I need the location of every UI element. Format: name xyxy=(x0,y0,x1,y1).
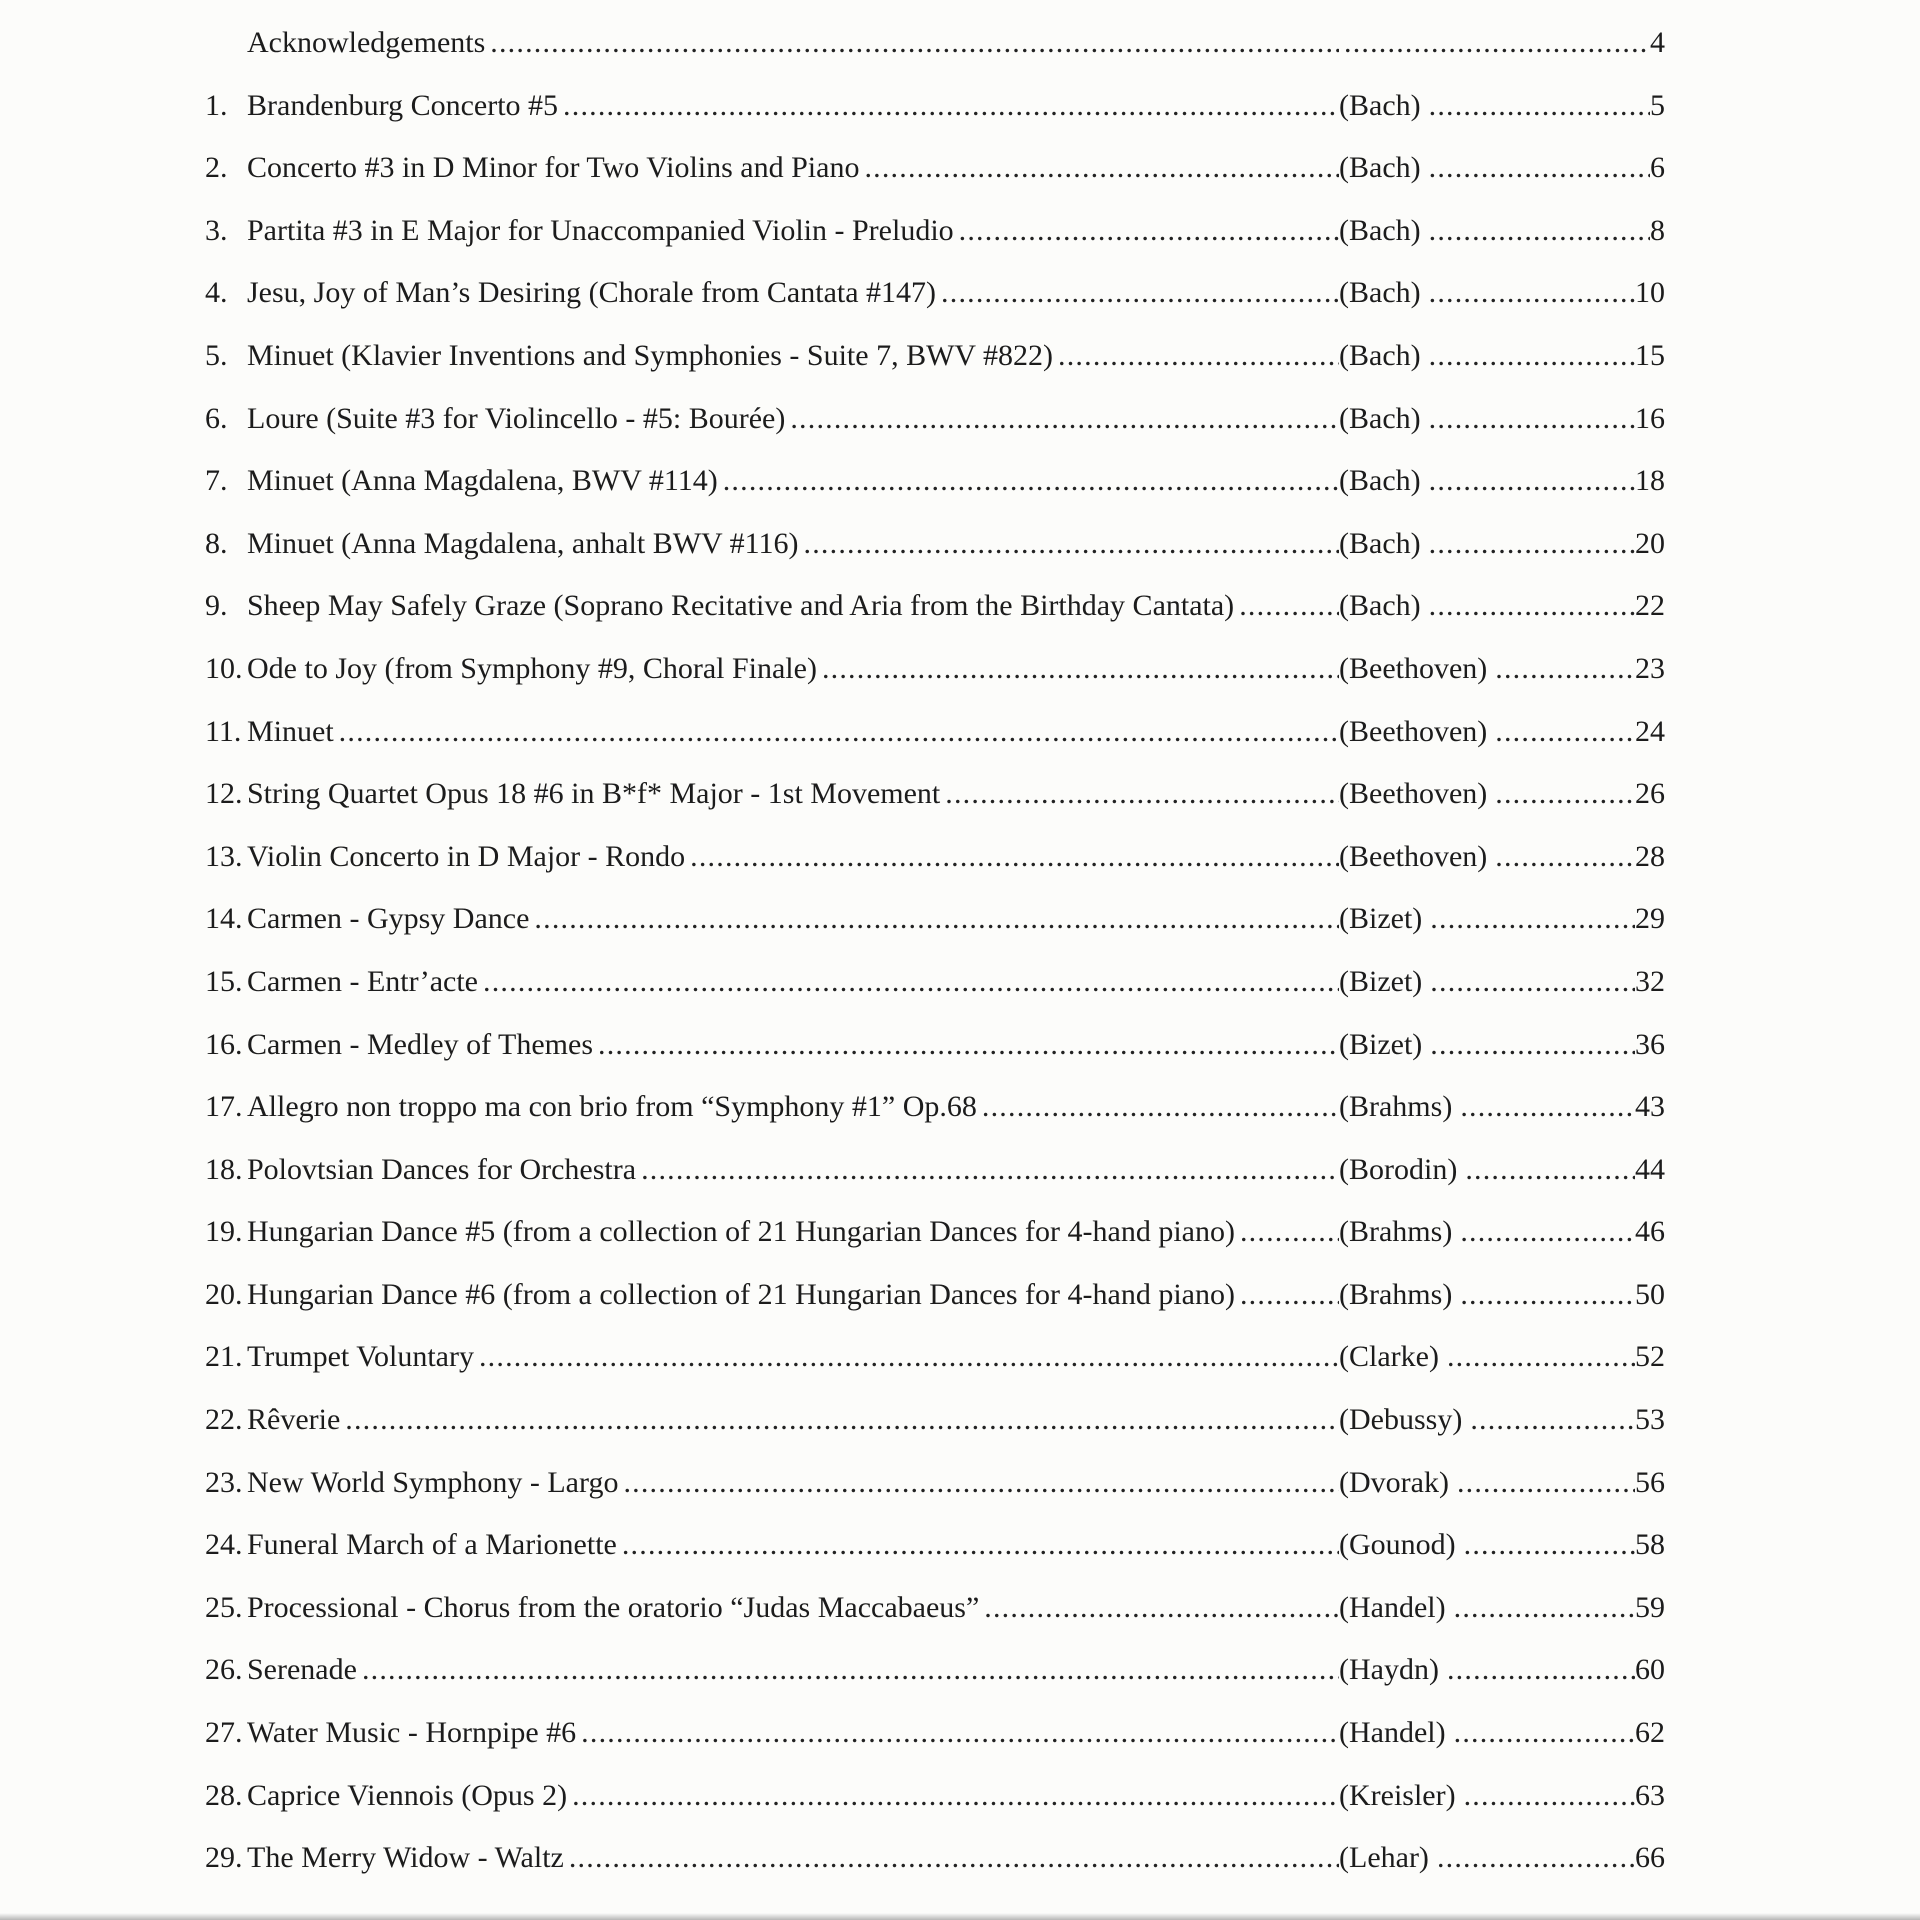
dot-leader xyxy=(1424,325,1635,388)
toc-row xyxy=(205,1389,1665,1452)
dot-leader xyxy=(618,1452,1339,1515)
toc-entry-number: 18. xyxy=(205,1152,243,1186)
toc-entry-composer: (Clarke) xyxy=(1339,1340,1439,1374)
toc-entry-title: Caprice Viennois (Opus 2) xyxy=(247,1778,568,1812)
toc-row xyxy=(205,1014,1665,1077)
toc-entry-title: Sheep May Safely Graze (Soprano Recitative and Aria from the Birthday Cantata) xyxy=(247,589,1235,623)
toc-entry-right-block xyxy=(1339,1702,1665,1765)
toc-entry-composer: (Brahms) xyxy=(1339,1090,1453,1124)
toc-row xyxy=(205,1201,1665,1264)
dot-leader xyxy=(1425,951,1635,1014)
toc-entry-number: 15. xyxy=(205,964,243,998)
dot-leader xyxy=(685,826,1339,889)
toc-entry-right-block xyxy=(1339,951,1665,1014)
toc-entry-page: 53 xyxy=(1635,1403,1665,1437)
dot-leader xyxy=(1235,1264,1339,1327)
toc-entry-title: Processional - Chorus from the oratorio “Judas Maccabaeus” xyxy=(247,1590,980,1624)
toc-entry-number: 29. xyxy=(205,1841,243,1875)
toc-row xyxy=(205,1452,1665,1515)
toc-entry-composer: (Bizet) xyxy=(1339,964,1423,998)
toc-entry-right-block xyxy=(1339,137,1665,200)
toc-entry-number: 24. xyxy=(205,1528,243,1562)
dot-leader xyxy=(1459,1765,1635,1828)
dot-leader xyxy=(1490,826,1635,889)
dot-leader xyxy=(1455,1264,1635,1327)
toc-entry-composer: (Debussy) xyxy=(1339,1403,1463,1437)
toc-row xyxy=(205,513,1665,576)
toc-entry-title: Carmen - Gypsy Dance xyxy=(247,902,530,936)
toc-entry-page: 4 xyxy=(1650,26,1665,59)
toc-row xyxy=(205,888,1665,951)
dot-leader xyxy=(1424,262,1635,325)
toc-entry-title: Minuet xyxy=(247,714,334,748)
dot-leader xyxy=(1339,12,1650,75)
toc-list xyxy=(205,12,1665,1890)
toc-entry-right-block xyxy=(1339,388,1665,451)
dot-leader xyxy=(1425,888,1635,951)
toc-row xyxy=(205,200,1665,263)
toc-entry-composer: (Lehar) xyxy=(1339,1841,1429,1875)
toc-row xyxy=(205,1827,1665,1890)
toc-entry-page: 43 xyxy=(1635,1090,1665,1124)
toc-entry-right-block xyxy=(1339,1326,1665,1389)
toc-entry-title: Loure (Suite #3 for Violincello - #5: Bourée) xyxy=(247,401,786,435)
toc-row xyxy=(205,638,1665,701)
toc-entry-composer: (Bizet) xyxy=(1339,1027,1423,1061)
toc-entry-title: Hungarian Dance #6 (from a collection of 21 Hungarian Dances for 4-hand piano) xyxy=(247,1277,1235,1311)
dot-leader xyxy=(1424,575,1635,638)
toc-entry-number: 23. xyxy=(205,1465,243,1499)
toc-entry-right-block xyxy=(1339,763,1665,826)
toc-entry-page: 20 xyxy=(1635,526,1665,560)
toc-entry-number: 2. xyxy=(205,151,228,185)
toc-entry-composer: (Bach) xyxy=(1339,338,1421,372)
toc-entry-number: 9. xyxy=(205,589,228,623)
dot-leader xyxy=(593,1014,1339,1077)
dot-leader xyxy=(1455,1201,1635,1264)
toc-entry-composer: (Gounod) xyxy=(1339,1528,1456,1562)
toc-entry-composer: (Beethoven) xyxy=(1339,714,1488,748)
toc-entry-number: 21. xyxy=(205,1340,243,1374)
toc-entry-title: Trumpet Voluntary xyxy=(247,1340,474,1374)
toc-row xyxy=(205,450,1665,513)
toc-entry-title: Ode to Joy (from Symphony #9, Choral Finale) xyxy=(247,651,817,685)
dot-leader xyxy=(1424,513,1635,576)
toc-entry-title: Carmen - Medley of Themes xyxy=(247,1027,594,1061)
toc-entry-right-block xyxy=(1339,1514,1665,1577)
dot-leader xyxy=(1452,1452,1635,1515)
toc-entry-right-block xyxy=(1339,826,1665,889)
toc-entry-page: 36 xyxy=(1635,1027,1665,1061)
dot-leader xyxy=(478,951,1339,1014)
toc-entry-title: Allegro non troppo ma con brio from “Symphony #1” Op.68 xyxy=(247,1090,977,1124)
toc-entry-number: 14. xyxy=(205,902,243,936)
toc-entry-right-block xyxy=(1339,1389,1665,1452)
toc-entry-title: Funeral March of a Marionette xyxy=(247,1528,617,1562)
toc-entry-page: 66 xyxy=(1635,1841,1665,1875)
toc-entry-page: 22 xyxy=(1635,589,1665,623)
toc-entry-composer: (Bach) xyxy=(1339,526,1421,560)
toc-row xyxy=(205,1577,1665,1640)
dot-leader xyxy=(1053,325,1339,388)
toc-entry-page: 8 xyxy=(1650,213,1665,247)
toc-entry-right-block xyxy=(1339,701,1665,764)
toc-entry-composer: (Handel) xyxy=(1339,1590,1446,1624)
dot-leader xyxy=(1424,200,1650,263)
toc-row xyxy=(205,763,1665,826)
toc-row xyxy=(205,262,1665,325)
toc-entry-page: 16 xyxy=(1635,401,1665,435)
toc-row xyxy=(205,1514,1665,1577)
toc-entry-composer: (Dvorak) xyxy=(1339,1465,1449,1499)
dot-leader xyxy=(1460,1139,1635,1202)
toc-entry-title: The Merry Widow - Waltz xyxy=(247,1841,564,1875)
toc-entry-right-block xyxy=(1339,1452,1665,1515)
toc-entry-right-block xyxy=(1339,1264,1665,1327)
toc-row xyxy=(205,325,1665,388)
toc-entry-title: Partita #3 in E Major for Unaccompanied Violin - Preludio xyxy=(247,213,954,247)
dot-leader xyxy=(718,450,1339,513)
toc-entry-title: Water Music - Hornpipe #6 xyxy=(247,1716,577,1750)
toc-entry-title: Hungarian Dance #5 (from a collection of 21 Hungarian Dances for 4-hand piano) xyxy=(247,1215,1235,1249)
dot-leader xyxy=(1424,137,1650,200)
toc-entry-number: 7. xyxy=(205,464,228,498)
toc-entry-right-block xyxy=(1339,1076,1665,1139)
toc-row xyxy=(205,388,1665,451)
toc-row xyxy=(205,1076,1665,1139)
dot-leader xyxy=(977,1076,1339,1139)
toc-entry-right-block xyxy=(1339,1639,1665,1702)
toc-entry-number: 26. xyxy=(205,1653,243,1687)
dot-leader xyxy=(617,1514,1339,1577)
toc-entry-title: Rêverie xyxy=(247,1403,341,1437)
dot-leader xyxy=(340,1389,1339,1452)
toc-entry-page: 59 xyxy=(1635,1590,1665,1624)
toc-entry-title: Jesu, Joy of Man’s Desiring (Chorale from Cantata #147) xyxy=(247,276,937,310)
dot-leader xyxy=(936,262,1339,325)
toc-row xyxy=(205,12,1665,75)
toc-entry-page: 62 xyxy=(1635,1716,1665,1750)
toc-entry-number: 5. xyxy=(205,338,228,372)
dot-leader xyxy=(1449,1577,1635,1640)
dot-leader xyxy=(1442,1326,1635,1389)
toc-row xyxy=(205,75,1665,138)
toc-entry-composer: (Bach) xyxy=(1339,213,1421,247)
toc-entry-page: 15 xyxy=(1635,338,1665,372)
toc-entry-number: 3. xyxy=(205,213,228,247)
toc-entry-right-block xyxy=(1339,575,1665,638)
toc-entry-number: 16. xyxy=(205,1027,243,1061)
dot-leader xyxy=(817,638,1339,701)
dot-leader xyxy=(1490,638,1635,701)
toc-entry-composer: (Handel) xyxy=(1339,1716,1446,1750)
dot-leader xyxy=(1449,1702,1635,1765)
toc-entry-number: 11. xyxy=(205,714,242,748)
toc-entry-title: String Quartet Opus 18 #6 in B*f* Major - 1st Movement xyxy=(247,777,941,811)
toc-entry-title: New World Symphony - Largo xyxy=(247,1465,619,1499)
toc-entry-composer: (Bach) xyxy=(1339,276,1421,310)
toc-entry-page: 28 xyxy=(1635,839,1665,873)
toc-entry-composer: (Beethoven) xyxy=(1339,651,1488,685)
toc-entry-page: 52 xyxy=(1635,1340,1665,1374)
toc-entry-number: 13. xyxy=(205,839,243,873)
toc-entry-composer: (Beethoven) xyxy=(1339,839,1488,873)
toc-row xyxy=(205,701,1665,764)
dot-leader xyxy=(859,137,1339,200)
toc-entry-title: Polovtsian Dances for Orchestra xyxy=(247,1152,637,1186)
toc-entry-composer: (Haydn) xyxy=(1339,1653,1439,1687)
toc-row xyxy=(205,1702,1665,1765)
toc-entry-title: Acknowledgements xyxy=(247,26,486,59)
toc-row xyxy=(205,1264,1665,1327)
toc-row xyxy=(205,1639,1665,1702)
toc-entry-composer: (Brahms) xyxy=(1339,1277,1453,1311)
dot-leader xyxy=(1442,1639,1635,1702)
toc-entry-number: 4. xyxy=(205,276,228,310)
dot-leader xyxy=(334,701,1339,764)
toc-entry-composer: (Bach) xyxy=(1339,464,1421,498)
toc-entry-page: 56 xyxy=(1635,1465,1665,1499)
dot-leader xyxy=(576,1702,1339,1765)
dot-leader xyxy=(558,75,1339,138)
toc-entry-page: 46 xyxy=(1635,1215,1665,1249)
dot-leader xyxy=(785,388,1339,451)
toc-entry-composer: (Bach) xyxy=(1339,589,1421,623)
toc-entry-right-block xyxy=(1339,1765,1665,1828)
toc-entry-page: 6 xyxy=(1650,151,1665,185)
toc-entry-page: 26 xyxy=(1635,777,1665,811)
toc-entry-right-block xyxy=(1339,12,1665,75)
toc-entry-page: 58 xyxy=(1635,1528,1665,1562)
toc-entry-title: Serenade xyxy=(247,1653,357,1687)
toc-entry-title: Violin Concerto in D Major - Rondo xyxy=(247,839,686,873)
toc-entry-title: Carmen - Entr’acte xyxy=(247,964,478,998)
toc-entry-composer: (Bach) xyxy=(1339,401,1421,435)
toc-entry-page: 44 xyxy=(1635,1152,1665,1186)
toc-entry-page: 63 xyxy=(1635,1778,1665,1812)
toc-entry-right-block xyxy=(1339,200,1665,263)
dot-leader xyxy=(1234,575,1339,638)
toc-entry-page: 24 xyxy=(1635,714,1665,748)
toc-entry-page: 60 xyxy=(1635,1653,1665,1687)
toc-entry-number: 17. xyxy=(205,1090,243,1124)
toc-entry-title: Minuet (Klavier Inventions and Symphonies - Suite 7, BWV #822) xyxy=(247,338,1054,372)
toc-entry-number: 6. xyxy=(205,401,228,435)
dot-leader xyxy=(1424,75,1650,138)
dot-leader xyxy=(1465,1389,1635,1452)
dot-leader xyxy=(1424,450,1635,513)
dot-leader xyxy=(1235,1201,1339,1264)
toc-entry-page: 29 xyxy=(1635,902,1665,936)
dot-leader xyxy=(1455,1076,1635,1139)
toc-entry-right-block xyxy=(1339,1139,1665,1202)
dot-leader xyxy=(567,1765,1339,1828)
toc-entry-number: 19. xyxy=(205,1215,243,1249)
toc-entry-right-block xyxy=(1339,262,1665,325)
toc-entry-right-block xyxy=(1339,75,1665,138)
toc-row xyxy=(205,826,1665,889)
dot-leader xyxy=(979,1577,1339,1640)
toc-entry-right-block xyxy=(1339,450,1665,513)
toc-row xyxy=(205,1139,1665,1202)
toc-entry-composer: (Bizet) xyxy=(1339,902,1423,936)
toc-entry-composer: (Bach) xyxy=(1339,151,1421,185)
toc-entry-composer: (Brahms) xyxy=(1339,1215,1453,1249)
toc-entry-number: 1. xyxy=(205,88,228,122)
toc-entry-number: 8. xyxy=(205,526,228,560)
toc-row xyxy=(205,137,1665,200)
dot-leader xyxy=(954,200,1339,263)
toc-entry-right-block xyxy=(1339,1827,1665,1890)
toc-entry-right-block xyxy=(1339,1014,1665,1077)
toc-row xyxy=(205,951,1665,1014)
dot-leader xyxy=(799,513,1339,576)
toc-entry-right-block xyxy=(1339,1577,1665,1640)
toc-entry-page: 50 xyxy=(1635,1277,1665,1311)
toc-entry-right-block xyxy=(1339,325,1665,388)
toc-entry-composer: (Bach) xyxy=(1339,88,1421,122)
toc-entry-composer: (Kreisler) xyxy=(1339,1778,1456,1812)
dot-leader xyxy=(1424,388,1635,451)
dot-leader xyxy=(1490,763,1635,826)
dot-leader xyxy=(1432,1827,1635,1890)
dot-leader xyxy=(1490,701,1635,764)
toc-row xyxy=(205,1765,1665,1828)
dot-leader xyxy=(357,1639,1339,1702)
toc-entry-right-block xyxy=(1339,638,1665,701)
toc-entry-right-block xyxy=(1339,513,1665,576)
toc-entry-number: 10. xyxy=(205,651,243,685)
toc-entry-number: 22. xyxy=(205,1403,243,1437)
dot-leader xyxy=(1459,1514,1635,1577)
toc-entry-page: 10 xyxy=(1635,276,1665,310)
dot-leader xyxy=(564,1827,1339,1890)
dot-leader xyxy=(485,12,1339,75)
toc-entry-page: 32 xyxy=(1635,964,1665,998)
dot-leader xyxy=(636,1139,1339,1202)
toc-row xyxy=(205,575,1665,638)
toc-entry-number: 28. xyxy=(205,1778,243,1812)
toc-entry-right-block xyxy=(1339,1201,1665,1264)
toc-row xyxy=(205,1326,1665,1389)
toc-entry-number: 27. xyxy=(205,1716,243,1750)
dot-leader xyxy=(474,1326,1339,1389)
toc-entry-page: 18 xyxy=(1635,464,1665,498)
toc-entry-title: Brandenburg Concerto #5 xyxy=(247,88,559,122)
dot-leader xyxy=(529,888,1339,951)
toc-entry-number: 12. xyxy=(205,777,243,811)
toc-entry-composer: (Beethoven) xyxy=(1339,777,1488,811)
toc-entry-title: Minuet (Anna Magdalena, anhalt BWV #116) xyxy=(247,526,799,560)
toc-entry-page: 23 xyxy=(1635,651,1665,685)
dot-leader xyxy=(1425,1014,1635,1077)
toc-entry-number: 20. xyxy=(205,1277,243,1311)
scan-bottom-edge xyxy=(0,1913,1920,1920)
toc-entry-title: Minuet (Anna Magdalena, BWV #114) xyxy=(247,464,718,498)
toc-entry-right-block xyxy=(1339,888,1665,951)
toc-entry-title: Concerto #3 in D Minor for Two Violins and Piano xyxy=(247,151,860,185)
toc-entry-composer: (Borodin) xyxy=(1339,1152,1458,1186)
toc-entry-page: 5 xyxy=(1650,88,1665,122)
toc-entry-number: 25. xyxy=(205,1590,243,1624)
dot-leader xyxy=(940,763,1339,826)
